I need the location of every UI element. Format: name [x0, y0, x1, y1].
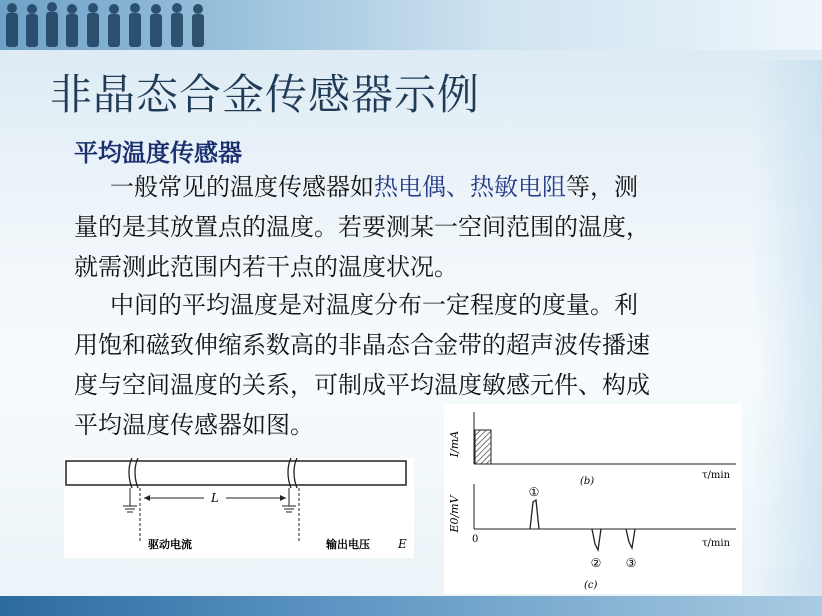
paragraph-line: 用饱和磁致伸缩系数高的非晶态合金带的超声波传播速: [74, 331, 650, 359]
sensor-structure-svg: [64, 458, 414, 558]
peak-1-label: ①: [528, 485, 540, 499]
axis-label-y-b: I/mA: [448, 430, 461, 458]
paragraph-line: 中间的平均温度是对温度分布一定程度的度量。利: [110, 291, 638, 319]
drive-coil: [129, 458, 138, 488]
axis-label-y-c: E0/mV: [448, 495, 461, 533]
waveform-chart: [444, 404, 742, 594]
peak-3-label: ③: [625, 556, 637, 570]
highlighted-terms: 热电偶、热敏电阻: [374, 173, 566, 201]
output-voltage-label: 输出电压: [326, 538, 370, 551]
peak-2: [592, 529, 601, 550]
panel-label-c: (c): [584, 580, 598, 591]
footer-banner: [0, 596, 822, 616]
paragraph-line: 量的是其放置点的温度。若要测某一空间范围的温度，: [74, 213, 650, 241]
business-people-silhouettes: [0, 0, 240, 58]
output-symbol: E: [398, 537, 407, 551]
paragraph-line: 度与空间温度的关系，可制成平均温度敏感元件、构成: [74, 371, 650, 399]
sensor-structure-diagram: [64, 458, 414, 558]
peak-3: [626, 529, 635, 548]
axis-label-x-c: τ/min: [702, 538, 731, 549]
text-run: 等，测: [566, 173, 638, 201]
drive-current-label: 驱动电流: [148, 538, 192, 551]
paragraph-line: [74, 167, 734, 207]
axis-label-x-b: τ/min: [702, 470, 731, 481]
paragraph-intro: [74, 167, 734, 287]
side-glow: [752, 60, 822, 596]
text-run: 一般常见的温度传感器如: [110, 173, 374, 201]
peak-2-label: ②: [590, 556, 602, 570]
pickup-coil: [288, 458, 297, 488]
panel-label-b: (b): [580, 476, 595, 487]
distance-label: L: [211, 491, 219, 505]
alloy-strip: [66, 461, 406, 485]
peak-1: [530, 500, 539, 529]
origin-label: 0: [472, 534, 479, 545]
drive-pulse: [475, 430, 491, 464]
paragraph-line: 平均温度传感器如图。: [74, 411, 314, 439]
waveform-svg: [444, 404, 742, 594]
section-heading: 平均温度传感器: [74, 139, 242, 167]
paragraph-line: 就需测此范围内若干点的温度状况。: [74, 253, 458, 281]
slide-title: 非晶态合金传感器示例: [50, 70, 481, 119]
